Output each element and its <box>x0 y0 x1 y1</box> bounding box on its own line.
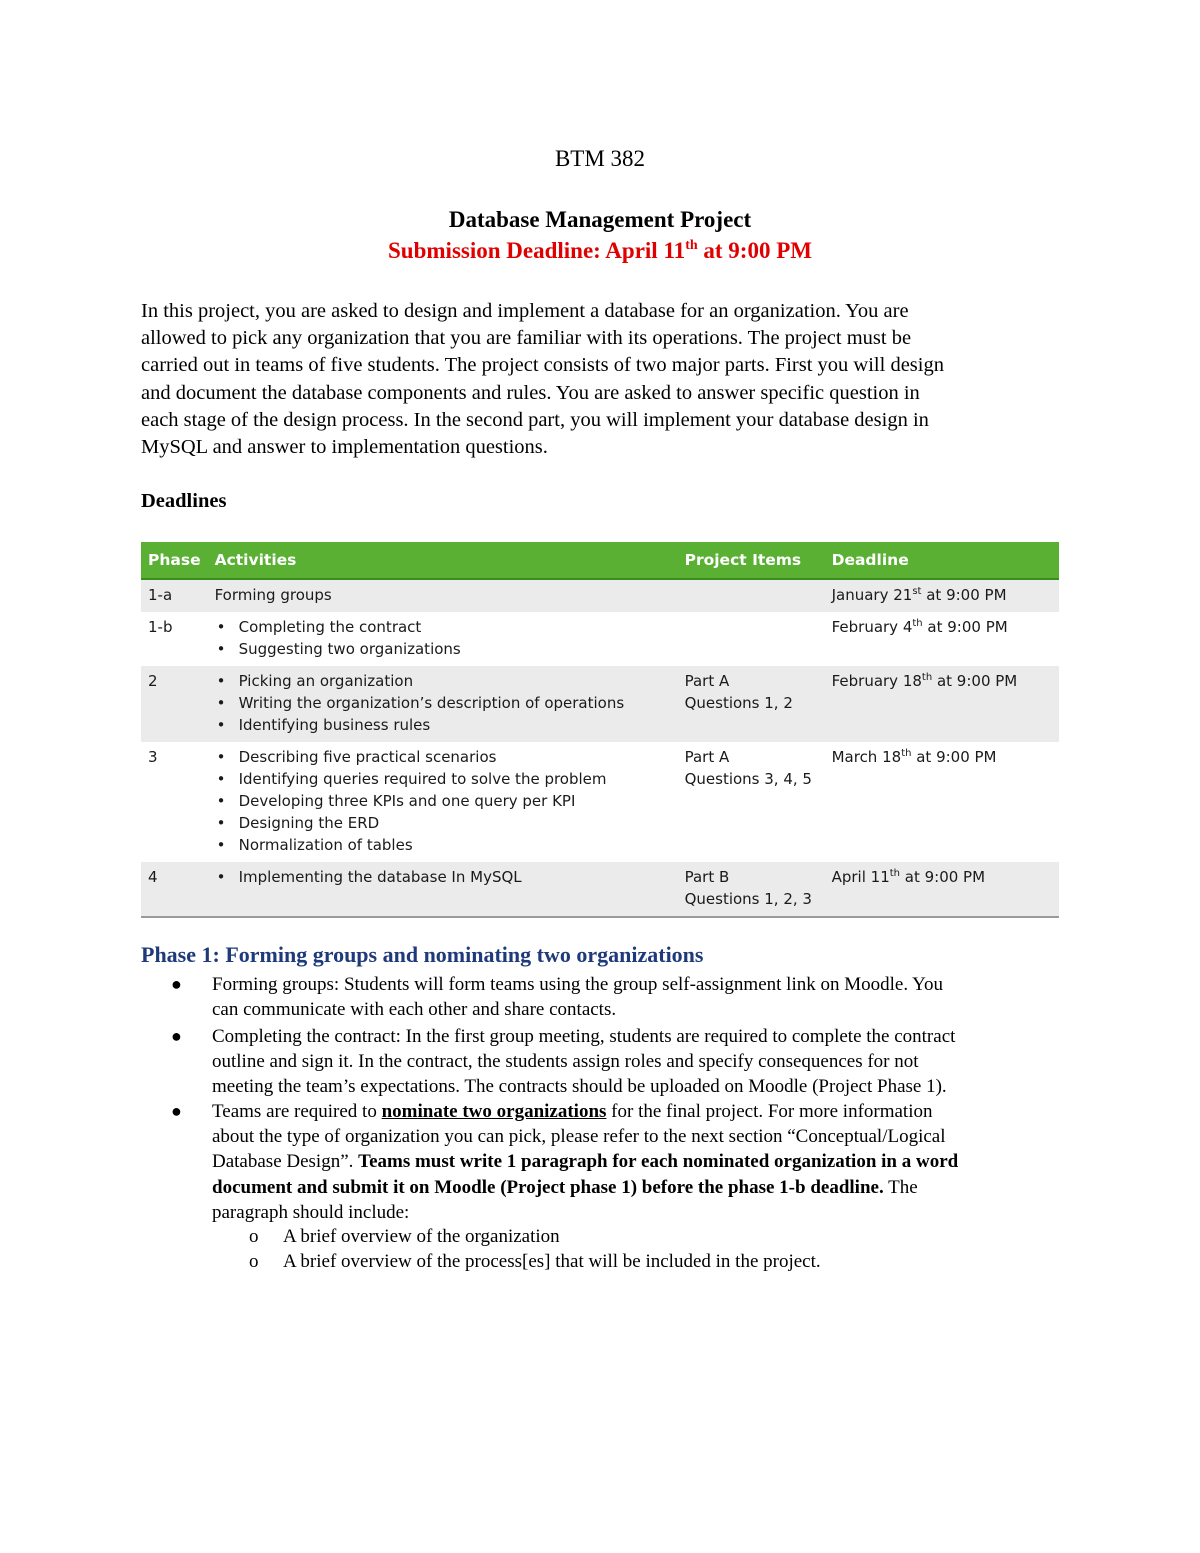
table-row <box>141 862 1059 917</box>
list-item: • Writing the organization’s description of operations <box>215 692 671 714</box>
intro-paragraph: In this project, you are asked to design and implement a database for an organization. You are allowed to pick any organization that you are familiar with its operations. The project must be carried out in teams of five students. The project consists of two major parts. First you will design and document the database components and rules. You are asked to answer specific question in each stage of the design process. In the second part, you will implement your database design in MySQL and answer to implementation questions. <box>141 300 944 459</box>
deadline-cell: February 4th at 9:00 PM <box>831 618 1008 636</box>
table-row <box>141 666 1059 742</box>
phase-cell: 1-b <box>148 618 173 636</box>
activities-cell <box>208 862 678 917</box>
sub-bullet-marker: o <box>249 1251 259 1272</box>
list-item: • Completing the contract <box>215 616 671 638</box>
header-deadline: Deadline <box>825 542 1059 579</box>
submission-deadline: Submission Deadline: April 11th at 9:00 PM <box>388 238 812 263</box>
sub-bullet-marker: o <box>249 1226 259 1247</box>
phase1-heading: Phase 1: Forming groups and nominating two organizations <box>141 942 704 967</box>
project-title: Database Management Project <box>448 207 752 232</box>
phase-cell: 1-a <box>141 579 208 612</box>
table-row <box>141 742 1059 862</box>
phase-cell: 2 <box>141 666 208 742</box>
items-cell: Part A Questions 1, 2 <box>678 666 825 742</box>
deadline-cell: February 18th at 9:00 PM <box>825 666 1059 742</box>
items-cell: Part B Questions 1, 2, 3 <box>678 862 825 917</box>
list-item: • Identifying business rules <box>215 714 671 736</box>
bullet-icon: ● <box>171 1101 182 1121</box>
header-phase: Phase <box>141 542 208 579</box>
bullet-icon: ● <box>171 974 182 994</box>
list-item: • Picking an organization <box>215 670 671 692</box>
header-activities: Activities <box>208 542 678 579</box>
list-item: • Developing three KPIs and one query per KPI <box>215 790 671 812</box>
list-item: • Suggesting two organizations <box>215 638 671 660</box>
list-item: • Describing five practical scenarios <box>215 746 671 768</box>
phase-cell: 3 <box>148 748 158 766</box>
list-item: • Designing the ERD <box>215 812 671 834</box>
table-header-row <box>141 542 1059 579</box>
activities-cell <box>208 742 678 862</box>
activities-cell <box>208 612 678 666</box>
deadline-cell: April 11th at 9:00 PM <box>825 862 1059 917</box>
activities-cell: Forming groups <box>208 579 678 612</box>
items-cell <box>678 579 825 612</box>
activities-cell <box>208 666 678 742</box>
deadlines-table <box>141 542 1059 918</box>
list-item: • Identifying queries required to solve the problem <box>215 768 671 790</box>
phase-cell: 4 <box>141 862 208 917</box>
deadline-cell: March 18th at 9:00 PM <box>831 748 997 766</box>
course-code: BTM 382 <box>554 146 646 171</box>
table-row <box>141 612 1059 666</box>
deadline-cell: January 21st at 9:00 PM <box>825 579 1059 612</box>
bullet-icon: ● <box>171 1026 182 1046</box>
header-project-items: Project Items <box>678 542 825 579</box>
items-cell <box>678 612 825 666</box>
items-cell: Part A Questions 3, 4, 5 <box>684 748 812 788</box>
document-page: BTM 382 Database Management Project Submission Deadline: April 11th at 9:00 PM In this project, you are asked to design and implement a database for an organization. You are allowed to pick any organization that you are familiar with its operations. The project must be carried out in teams of five students. The project consists of two major parts. First you will design and document the database components and rules. You are asked to answer specific question in each stage of the design process. In the second part, you will implement your database design in MySQL and answer to implementation questions. Deadlines Phase Activities Project Items Deadline 1-a Forming groups January 21st at 9:00 PM 1-b • Completing the contract • Suggesting two organizations February 4th at 9:00 PM 2 • Picking an organization • Writing the organization’s description of operations • Identifying business rules Part A Questions 1, 2 February 18th at 9:00 PM 3 • Describing five practical scenarios • Identifying queries required to solve the problem • Developing three KPIs and one query per KPI • Designing the ERD • Normalization of tables Part A Questions 3, 4, 5 March 18th at 9:00 PM 4 • Implementing the database In MySQL Part B Questions 1, 2, 3 April 11th at 9:00 PM Phase 1: Forming groups and nominating two organizations ● Forming groups: Students will form teams using the group self-assignment link on Moodle. You can communicate with each other and share contacts. ● Completing the contract: In the first group meeting, students are required to complete the contract outline and sign it. In the contract, the students assign roles and specify consequences for not meeting the team’s expectations. The contracts should be uploaded on Moodle (Project Phase 1). ● Teams are required to nominate two organizations for the final project. For more information about the type of organization you can pick, please refer to the next section “Conceptual/Logical Database Design”. Teams must write 1 paragraph for each nominated organization in a word document and submit it on Moodle (Project phase 1) before the phase 1-b deadline. The paragraph should include: o A brief overview of the organization o A brief overview of the process[es] that will be included in the project. <box>0 0 1200 1553</box>
list-item: • Implementing the database In MySQL <box>215 866 671 888</box>
list-item: • Normalization of tables <box>215 834 671 856</box>
deadlines-heading: Deadlines <box>141 490 227 512</box>
table-row <box>141 579 1059 612</box>
